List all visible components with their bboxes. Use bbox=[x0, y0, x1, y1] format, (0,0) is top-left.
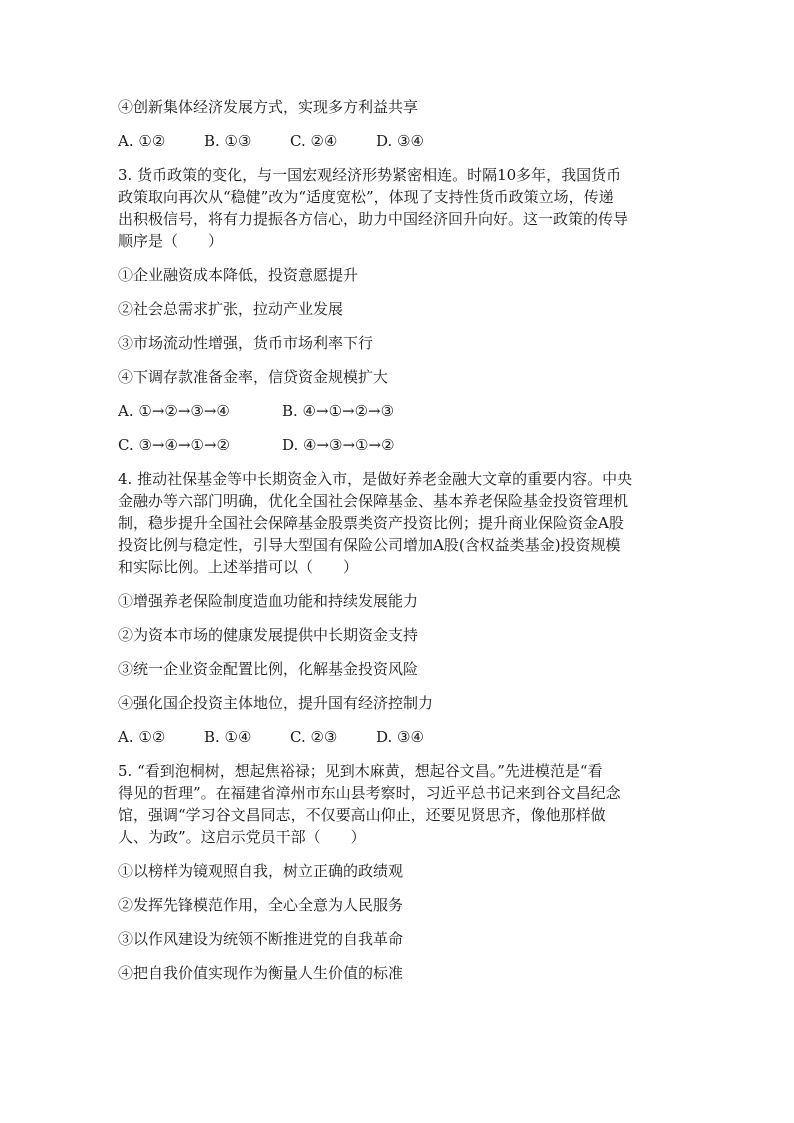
q3-option-b: B. ④→①→②→③ bbox=[282, 402, 395, 420]
q4-option-b: B. ①④ bbox=[204, 728, 252, 746]
question-4 bbox=[118, 468, 678, 748]
q4-option-a: A. ①② bbox=[118, 728, 166, 746]
question-3 bbox=[118, 164, 678, 456]
q2-option-a: A. ①② bbox=[118, 132, 166, 150]
exam-page bbox=[118, 96, 678, 984]
q2-option-d: D. ③④ bbox=[376, 132, 424, 150]
q4-item-4: ④强化国企投资主体地位，提升国有经济控制力 bbox=[118, 694, 434, 712]
q3-item-3: ③市场流动性增强，货币市场利率下行 bbox=[118, 334, 374, 352]
q4-item-2: ②为资本市场的健康发展提供中长期资金支持 bbox=[118, 626, 419, 644]
q5-stem-line: 得见的哲理”。在福建省漳州市东山县考察时，习近平总书记来到谷文昌纪念 bbox=[118, 784, 621, 802]
question-5 bbox=[118, 760, 678, 984]
q3-option-a: A. ①→②→③→④ bbox=[118, 402, 230, 420]
q3-stem-line: 顺序是（ ） bbox=[118, 232, 224, 250]
q3-item-1: ①企业融资成本降低，投资意愿提升 bbox=[118, 266, 359, 284]
q4-stem-line: 制，稳步提升全国社会保障基金股票类资产投资比例；提升商业保险资金A股 bbox=[118, 514, 624, 532]
q5-item-3: ③以作风建设为统领不断推进党的自我革命 bbox=[118, 930, 404, 948]
q5-item-4: ④把自我价值实现作为衡量人生价值的标准 bbox=[118, 964, 404, 982]
q2-options bbox=[118, 130, 678, 152]
q4-options bbox=[118, 726, 678, 748]
q4-stem-line: 投资比例与稳定性，引导大型国有保险公司增加A股(含权益类基金)投资规模 bbox=[118, 536, 621, 554]
q3-item-4: ④下调存款准备金率，信贷资金规模扩大 bbox=[118, 368, 389, 386]
q3-options-row-2 bbox=[118, 434, 678, 456]
q2-option-b: B. ①③ bbox=[204, 132, 252, 150]
q5-stem-line: 馆，强调“学习谷文昌同志，不仅要高山仰止，还要见贤思齐，像他那样做 bbox=[118, 806, 606, 824]
q4-stem-line: 4. 推动社保基金等中长期资金入市，是做好养老金融大文章的重要内容。中央 bbox=[118, 470, 633, 488]
q2-item-4: ④创新集体经济发展方式，实现多方利益共享 bbox=[118, 98, 419, 116]
q3-options-row-1 bbox=[118, 400, 678, 422]
q5-stem-line: 人、为政”。这启示党员干部（ ） bbox=[118, 828, 366, 846]
q4-item-1: ①增强养老保险制度造血功能和持续发展能力 bbox=[118, 592, 419, 610]
q3-item-2: ②社会总需求扩张，拉动产业发展 bbox=[118, 300, 344, 318]
q4-stem-line: 和实际比例。上述举措可以（ ） bbox=[118, 558, 359, 576]
q5-stem-line: 5. “看到泡桐树，想起焦裕禄；见到木麻黄，想起谷文昌。”先进模范是“看 bbox=[118, 762, 603, 780]
q2-option-c: C. ②④ bbox=[290, 132, 338, 150]
q3-option-d: D. ④→③→①→② bbox=[282, 436, 395, 454]
q5-item-1: ①以榜样为镜观照自我，树立正确的政绩观 bbox=[118, 862, 404, 880]
q4-stem-line: 金融办等六部门明确，优化全国社会保障基金、基本养老保险基金投资管理机 bbox=[118, 492, 629, 510]
q5-item-2: ②发挥先锋模范作用，全心全意为人民服务 bbox=[118, 896, 404, 914]
q4-item-3: ③统一企业资金配置比例，化解基金投资风险 bbox=[118, 660, 419, 678]
q4-option-d: D. ③④ bbox=[376, 728, 424, 746]
q3-stem-line: 出积极信号，将有力提振各方信心，助力中国经济回升向好。这一政策的传导 bbox=[118, 210, 629, 228]
q3-stem-line: 政策取向再次从“稳健”改为“适度宽松”，体现了支持性货币政策立场，传递 bbox=[118, 188, 614, 206]
q3-option-c: C. ③→④→①→② bbox=[118, 436, 230, 454]
q4-option-c: C. ②③ bbox=[290, 728, 338, 746]
q3-stem-line: 3. 货币政策的变化，与一国宏观经济形势紧密相连。时隔10多年，我国货币 bbox=[118, 166, 622, 184]
